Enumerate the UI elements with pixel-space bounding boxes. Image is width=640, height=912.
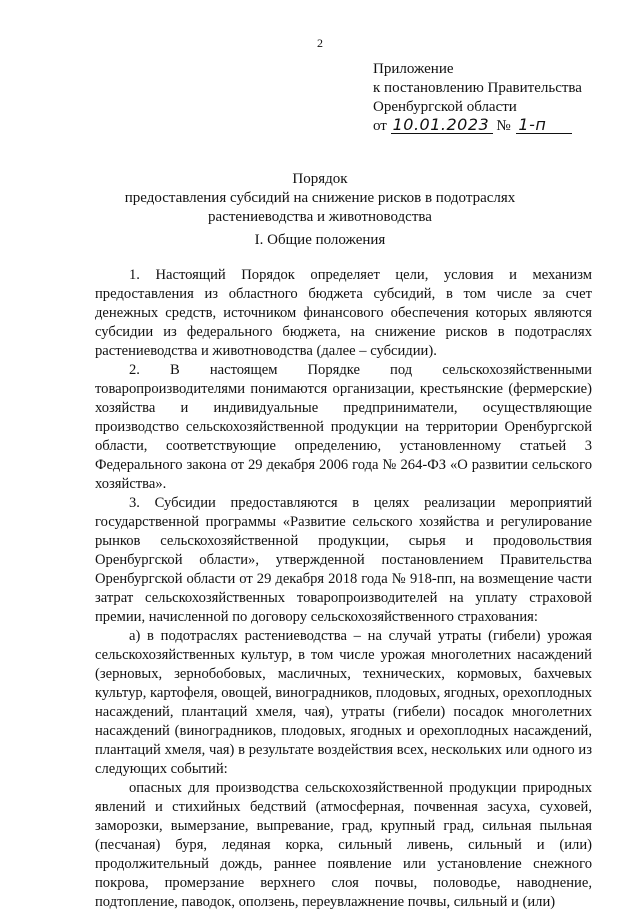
document-title [0, 170, 640, 227]
handwritten-date: 10.01.2023 [391, 117, 493, 134]
body-text [95, 266, 592, 912]
paragraph-2: 2. В настоящем Порядке под сельскохозяйственными товаропроизводителями понимаются организации, крестьянские (фермерские) хозяйства и индивидуальные предприниматели, осуществляющие производство сельскохозяйственной продукции на территории Оренбургской области, соответствующие определению, установленному статьей 3 Федерального закона от 29 декабря 2006 года № 264-ФЗ «О развитии сельского хозяйства». [95, 362, 592, 492]
appendix-date-line [373, 117, 582, 136]
title-line-3: растениеводства и животноводства [208, 209, 432, 225]
paragraph-1: 1. Настоящий Порядок определяет цели, условия и механизм предоставления из областного бюджета субсидий, в том числе за счет денежных средств, источником финансового обеспечения которых являются субсидии из федерального бюджета, на снижение рисков в подотраслях растениеводства и животноводства (далее – субсидии). [95, 267, 592, 359]
page-number: 2 [317, 36, 323, 50]
paragraph-3a-events: опасных для производства сельскохозяйственной продукции природных явлений и стихийных бедствий (атмосферная, почвенная засуха, суховей, заморозки, вымерзание, выпревание, град, крупный град, сильная пыльная (песчаная) буря, ледяная корка, сильный ливень, сильный и (или) продолжительный дождь, раннее появление или установление снежного покрова, промерзание верхнего слоя почвы, половодье, наводнение, подтопление, паводок, оползень, переувлажнение почвы, сильный и (или) [95, 780, 592, 910]
appendix-resolution: к постановлению Правительства [373, 80, 582, 96]
paragraph-3: 3. Субсидии предоставляются в целях реализации мероприятий государственной программы «Развитие сельского хозяйства и регулирование рынков сельскохозяйственной продукции, сырья и продовольствия Оренбургской области», утвержденной постановлением Правительства Оренбургской области от 29 декабря 2018 года № 918-пп, на возмещение части затрат сельскохозяйственных товаропроизводителей на уплату страховой премии, начисленной по договору сельскохозяйственного страхования: [95, 495, 592, 625]
section-heading: I. Общие положения [254, 232, 386, 248]
title-line-2: предоставления субсидий на снижение рисков в подотраслях [124, 190, 516, 206]
handwritten-number: 1-п [516, 117, 572, 134]
appendix-region: Оренбургской области [373, 99, 517, 115]
paragraph-3a: а) в подотраслях растениеводства – на случай утраты (гибели) урожая сельскохозяйственных культур, в том числе урожая многолетних насаждений (зерновых, зернобобовых, масличных, технических, кормовых, бахчевых культур, картофеля, овощей, виноградников, плодовых, ягодных, орехоплодных насаждений, плантаций хмеля, чая), утраты (гибели) посадок многолетних насаждений (виноградников, плодовых, ягодных и орехоплодных насаждений, плантаций хмеля, чая) в результате воздействия всех, нескольких или одного из следующих событий: [95, 628, 592, 777]
appendix-block [373, 60, 582, 136]
appendix-title: Приложение [373, 61, 454, 77]
number-prefix: № [496, 118, 511, 134]
title-line-1: Порядок [292, 171, 348, 187]
date-prefix: от [373, 118, 387, 134]
